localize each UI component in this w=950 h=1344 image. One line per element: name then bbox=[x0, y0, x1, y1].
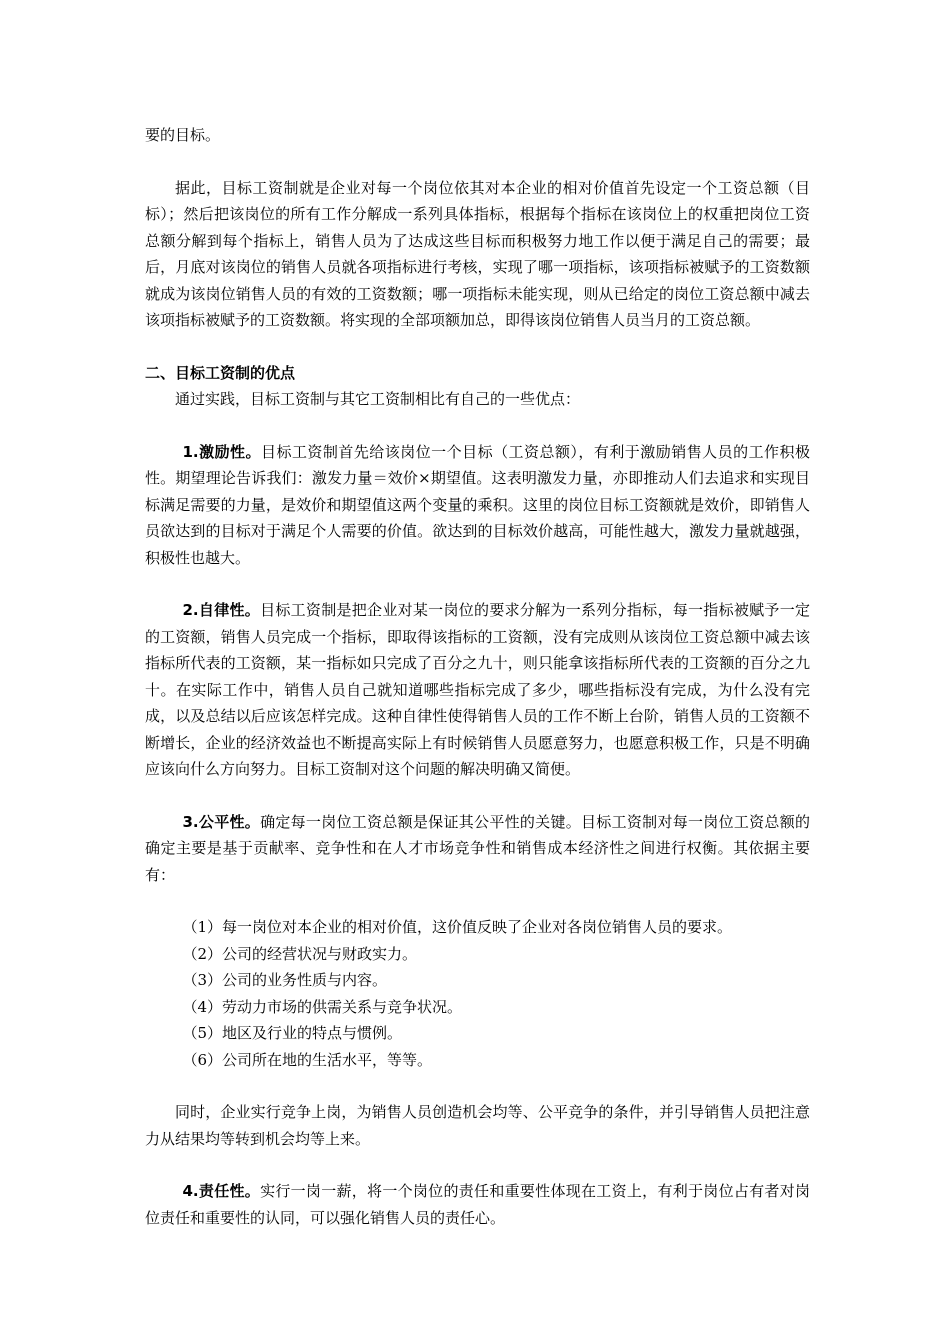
spacer bbox=[145, 334, 810, 360]
list-item: （3）公司的业务性质与内容。 bbox=[182, 971, 388, 989]
document-page bbox=[145, 122, 810, 1231]
list-item: （1）每一岗位对本企业的相对价值，这价值反映了企业对各岗位销售人员的要求。 bbox=[182, 918, 733, 936]
point-fairness bbox=[145, 809, 810, 889]
closing-paragraph: 同时，企业实行竞争上岗，为销售人员创造机会均等、公平竞争的条件，并引导销售人员把注意力从结果均等转到机会均等上来。 bbox=[145, 1103, 810, 1148]
point-self-discipline bbox=[145, 597, 810, 783]
list-item: （4）劳动力市场的供需关系与竞争状况。 bbox=[182, 997, 463, 1016]
spacer bbox=[145, 571, 810, 597]
list-item: （5）地区及行业的特点与惯例。 bbox=[182, 1024, 403, 1042]
spacer bbox=[145, 783, 810, 809]
point-responsibility-text: 实行一岗一薪，将一个岗位的责任和重要性体现在工资上，有利于岗位占有者对岗位责任和重要性的认同，可以强化销售人员的责任心。 bbox=[145, 1182, 810, 1227]
point-self-discipline-text: 目标工资制是把企业对某一岗位的要求分解为一系列分指标，每一指标被赋予一定的工资额，销售人员完成一个指标，即取得该指标的工资额，没有完成则从该岗位工资总额中减去该指标所代表的工资额，某一指标如只完成了百分之九十，则只能拿该指标所代表的工资额的百分之九十。在实际工作中，销售人员自己就知道哪些指标完成了多少，哪些指标没有完成，为什么没有完成，以及总结以后应该怎样完成。这种自律性使得销售人员的工作不断上台阶，销售人员的工资额不断增长，企业的经济效益也不断提高实际上有时候销售人员愿意努力，也愿意积极工作，只是不明确应该向什么方向努力。目标工资制对这个问题的解决明确又简便。 bbox=[145, 601, 810, 778]
point-incentive-text: 目标工资制首先给该岗位一个目标（工资总额），有利于激励销售人员的工作积极性。期望理论告诉我们：激发力量＝效价×期望值。这表明激发力量，亦即推动人们去追求和实现目标满足需要的力量，是效价和期望值这两个变量的乘积。这里的岗位目标工资额就是效价，即销售人员欲达到的目标对于满足个人需要的价值。欲达到的目标效价越高，可能性越大，激发力量就越强，积极性也越大。 bbox=[145, 442, 810, 567]
basis-list bbox=[145, 914, 810, 1073]
point-incentive bbox=[145, 439, 810, 572]
spacer bbox=[145, 413, 810, 439]
point-fairness-text: 确定每一岗位工资总额是保证其公平性的关键。目标工资制对每一岗位工资总额的确定主要是基于贡献率、竞争性和在人才市场竞争性和销售成本经济性之间进行权衡。其依据主要有： bbox=[145, 812, 810, 884]
point-responsibility bbox=[145, 1178, 810, 1231]
spacer bbox=[145, 888, 810, 914]
point-fairness-lead: 3.公平性。 bbox=[182, 812, 261, 831]
point-self-discipline-lead: 2.自律性。 bbox=[182, 601, 261, 619]
section-intro: 通过实践，目标工资制与其它工资制相比有自己的一些优点： bbox=[175, 390, 581, 408]
spacer bbox=[145, 1073, 810, 1099]
list-item: （2）公司的经营状况与财政实力。 bbox=[182, 944, 418, 963]
target-wage-definition-paragraph: 据此，目标工资制就是企业对每一个岗位依其对本企业的相对价值首先设定一个工资总额（目标）；然后把该岗位的所有工作分解成一系列具体指标，根据每个指标在该岗位上的权重把岗位工资总额分解到每个指标上，销售人员为了达成这些目标而积极努力地工作以便于满足自己的需要；最后，月底对该岗位的销售人员就各项指标进行考核，实现了哪一项指标，该项指标被赋予的工资数额就成为该岗位销售人员的有效的工资数额；哪一项指标未能实现，则从已给定的岗位工资总额中减去该项指标被赋予的工资数额。将实现的全部项额加总，即得该岗位销售人员当月的工资总额。 bbox=[145, 178, 810, 329]
continuation-paragraph: 要的目标。 bbox=[145, 126, 221, 144]
list-item: （6）公司所在地的生活水平，等等。 bbox=[182, 1050, 433, 1069]
point-responsibility-lead: 4.责任性。 bbox=[182, 1182, 261, 1200]
section-heading: 二、目标工资制的优点 bbox=[145, 363, 296, 382]
spacer bbox=[145, 149, 810, 175]
spacer bbox=[145, 1152, 810, 1178]
point-incentive-lead: 1.激励性。 bbox=[182, 442, 261, 461]
